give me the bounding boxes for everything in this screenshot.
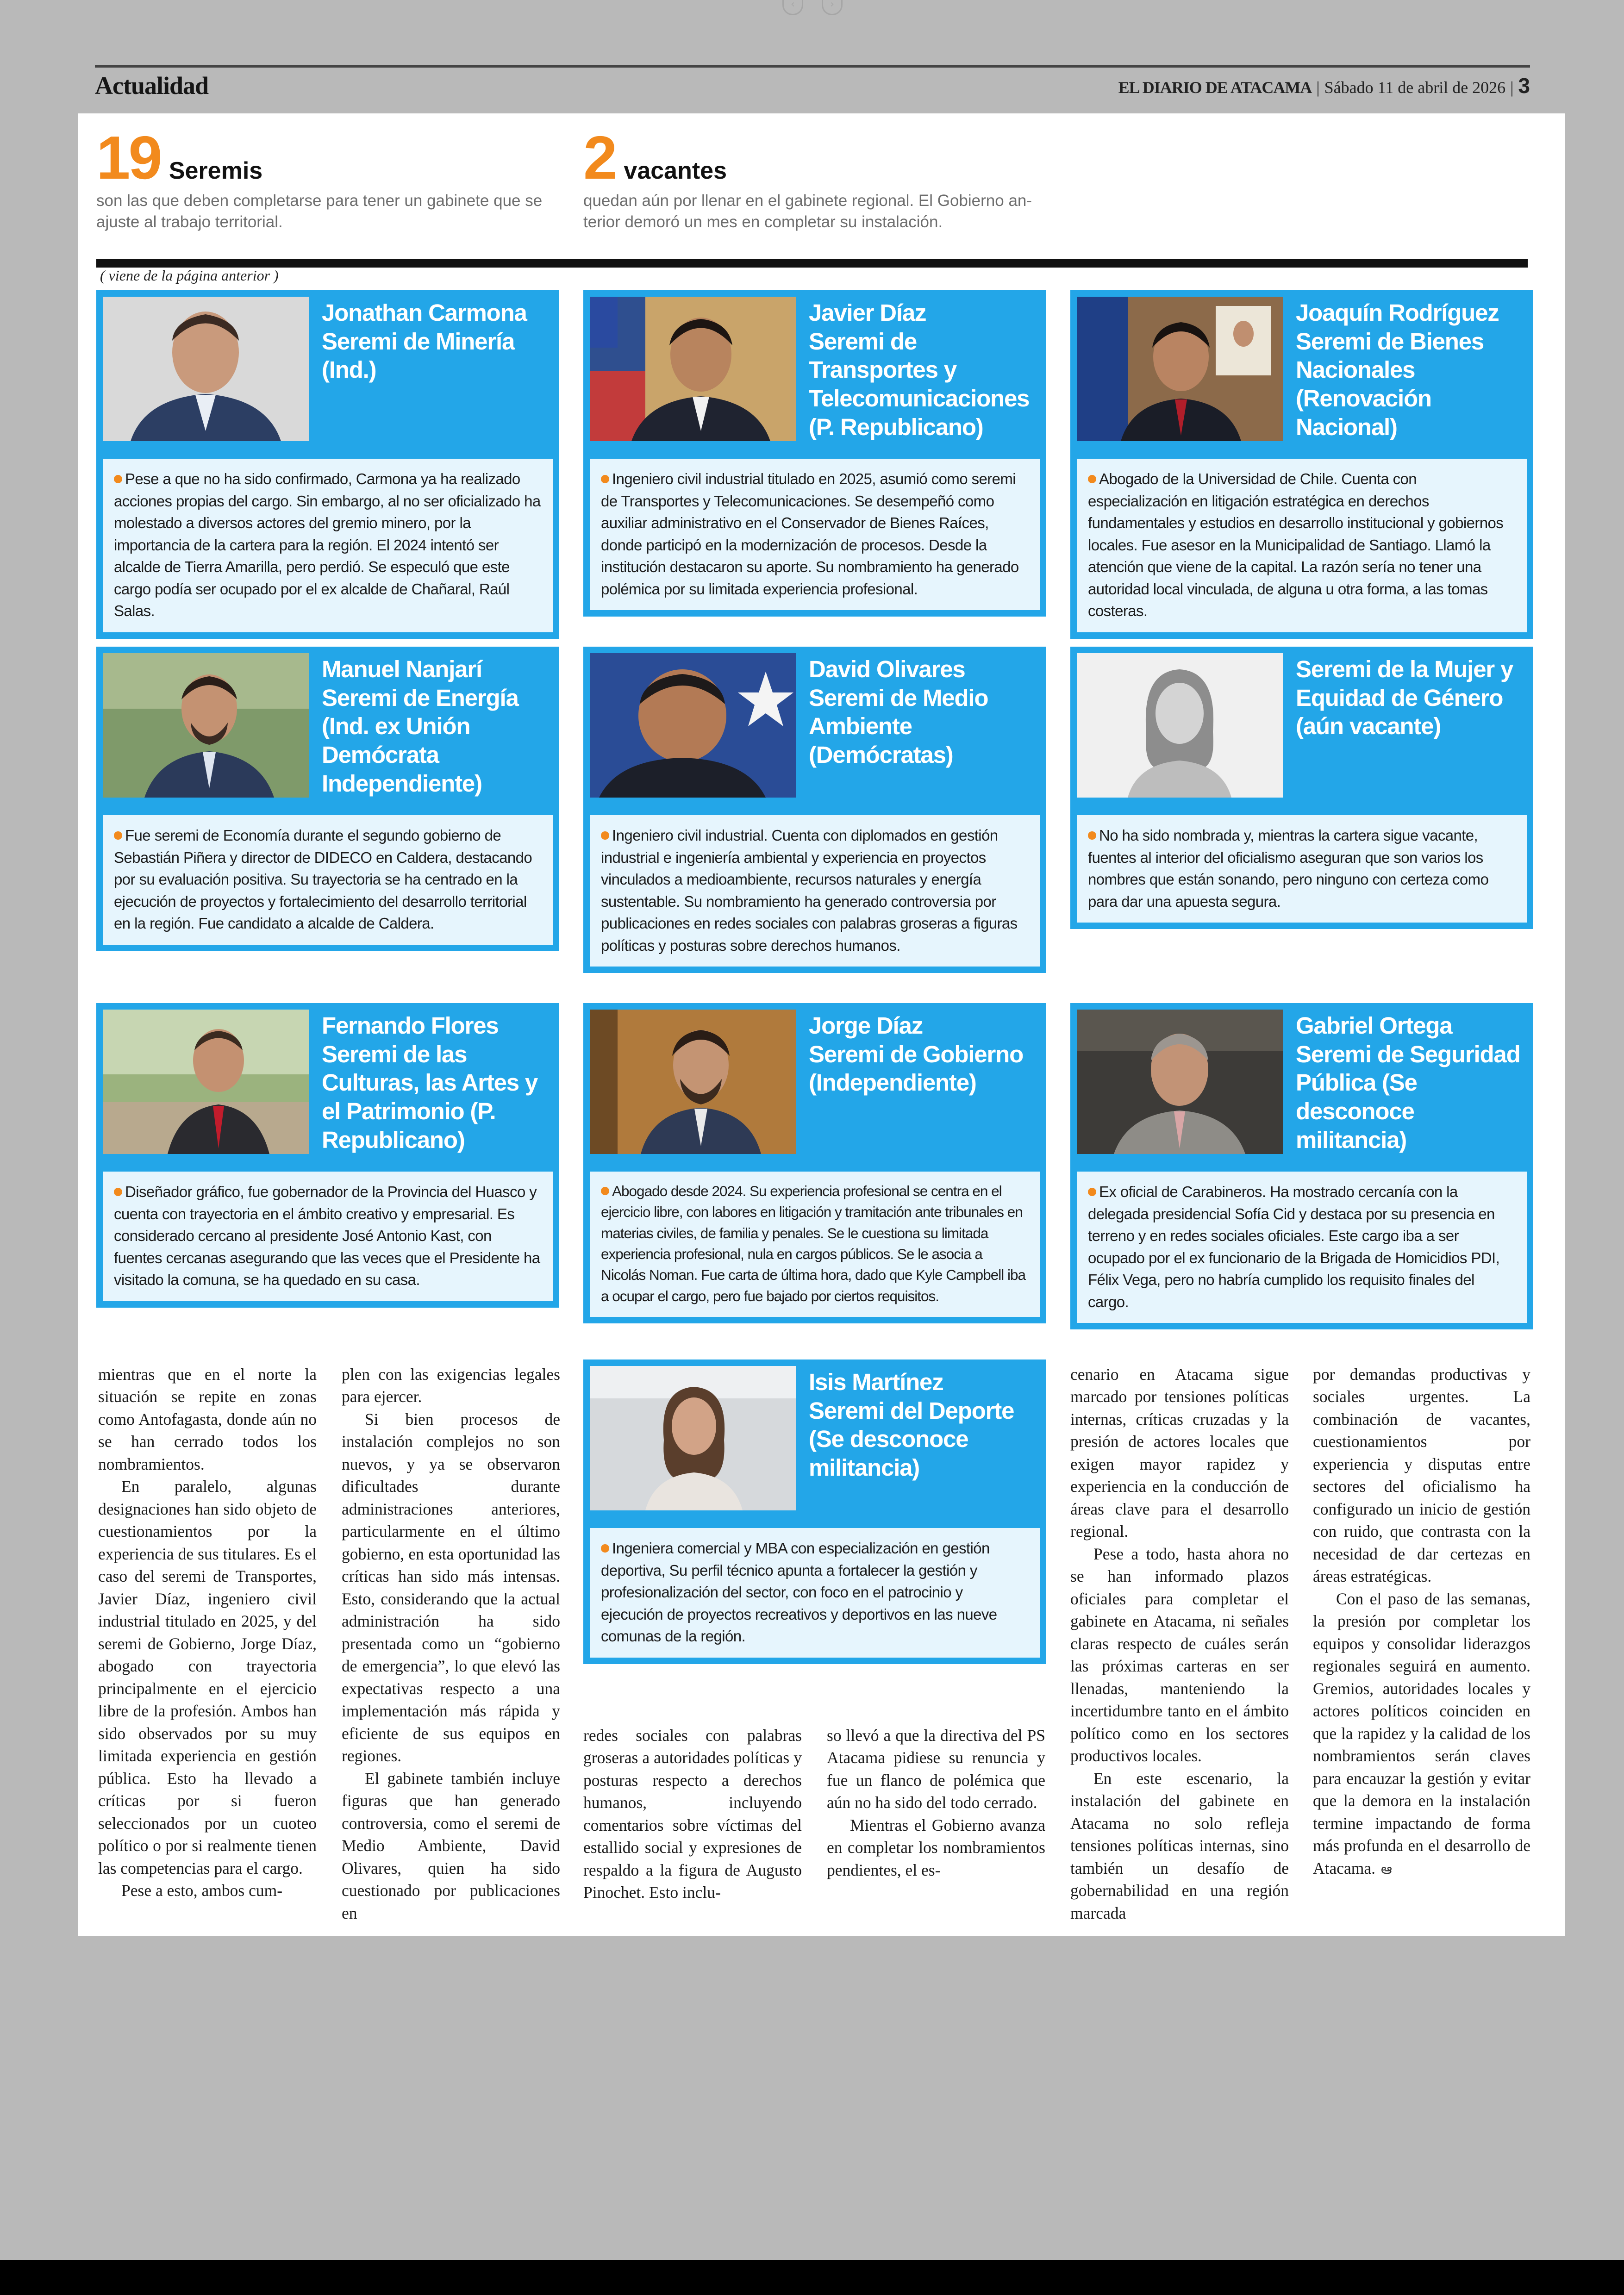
profile-text: Ingeniero civil industrial. Cuenta con diplomados en gestión industrial e ingeniería ambiental y experiencia en proyectos vinculados a medioambiente, recursos naturales y energía sustentable. Su nombramiento ha generado controversia por publicaciones en redes sociales con palabras groseras a figuras políticas y posturas sobre derechos humanos. [590, 815, 1040, 967]
bullet-icon [601, 1187, 609, 1195]
profile-text: Ingeniera comercial y MBA con especialización en gestión deportiva, Su perfil técnico apunta a fortalecer la gestión y profesionalización del sector, con foco en el patrocinio y ejecución de proyectos recreativos y deportivos en las nueve comunas de la región. [590, 1528, 1040, 1658]
article-column: cenario en Atacama sigue marcado por tensiones políticas internas, críticas cruzadas y la presión de actores locales que exigen mayor rapidez y experiencia en la conducción de áreas clave para el desarrollo regional. Pese a todo, hasta ahora no se han informado plazos oficiales para completar el gabinete en Atacama, ni señales claras respecto de cuáles serán las próximas carteras en ser llenadas, manteniendo la incertidumbre tanto en el ámbito político como en los sectores productivos locales. En este escenario, la instalación del gabinete en Atacama no solo refleja tensiones políticas internas, sino también un desafío de gobernabilidad en una región marcada [1070, 1365, 1289, 1922]
bullet-icon [1088, 475, 1096, 483]
profile-text: Ex oficial de Carabineros. Ha mostrado cercanía con la delegada presidencial Sofía Cid y destaca por su presencia en terreno y en redes sociales oficiales. Este cargo iba a ser ocupado por el ex funcionario de la Brigada de Homicidios PDI, Félix Vega, pero no habría cumplido los requisito finales del cargo. [1077, 1172, 1527, 1323]
profile-text: Diseñador gráfico, fue gobernador de la Provincia del Huasco y cuenta con trayectoria en el ámbito creativo y empresarial. Es considerado cercano al presidente José Antonio Kast, con fuentes cercanas asegurando que las veces que el Presidente ha visitado la comuna, se ha quedado en su casa. [103, 1172, 553, 1301]
profile-title: Manuel Nanjarí Seremi de Energía (Ind. ex Unión Demócrata Independiente) [322, 656, 518, 797]
issue-date: Sábado 11 de abril de 2026 [1324, 78, 1506, 97]
section-label: Actualidad [95, 72, 209, 100]
stat-description: son las que deben completarse para tener un gabinete que se ajuste al trabajo territorial. [96, 192, 543, 231]
profile-card [96, 647, 559, 951]
profile-card [1070, 290, 1533, 639]
bullet-icon [114, 831, 122, 840]
profile-text: No ha sido nombrada y, mientras la cartera sigue vacante, fuentes al interior del oficialismo aseguran que son varios los nombres que están sonando, pero ninguno con certeza como para dar una apuesta segura. [1077, 815, 1527, 923]
placeholder-avatar-icon [1077, 653, 1283, 798]
profile-text: Ingeniero civil industrial titulado en 2025, asumió como seremi de Transportes y Telecomunicaciones. Se desempeñó como auxiliar administrativo en el Conservador de Bienes Raíces, donde participó en la modernización de procesos. Desde la institución destacaron su aporte. Su nombramiento ha generado polémica por su limitada experiencia profesional. [590, 459, 1040, 610]
continued-note: ( viene de la página anterior ) [100, 267, 279, 284]
profile-card [1070, 1003, 1533, 1329]
bullet-icon [601, 831, 609, 840]
profile-card [583, 1360, 1046, 1664]
profile-title: Gabriel Ortega Seremi de Seguridad Pública (Se desconoce militancia) [1296, 1012, 1520, 1153]
stat-description: quedan aún por llenar en el gabinete regional. El Gobierno an- terior demoró un mes en completar su instalación. [583, 192, 1032, 231]
page-nav [782, 0, 843, 14]
profile-text: Pese a que no ha sido confirmado, Carmona ya ha realizado acciones propias del cargo. Sin embargo, al no ser oficializado ha molestado a diversos actores del gremio minero, por la importancia de la cartera para la región. El 2024 intentó ser alcalde de Tierra Amarilla, pero perdió. Se especuló que este cargo podía ser ocupado por el ex alcalde de Chañaral, Raúl Salas. [103, 459, 553, 632]
article-column: redes sociales con palabras groseras a autoridades políticas y posturas respecto a derechos humanos, incluyendo comentarios sobre víctimas del estallido social y expresiones de respaldo a la figura de Augusto Pinochet. Esto inclu- [583, 1726, 802, 1902]
profile-photo [103, 1010, 309, 1154]
profile-title: Joaquín Rodríguez Seremi de Bienes Nacionales (Renovación Nacional) [1296, 299, 1499, 440]
viewer-bottom-bar [0, 2260, 1624, 2295]
masthead: EL DIARIO DE ATACAMA | Sábado 11 de abril de 2026 | 3 [1118, 74, 1530, 98]
profile-title: Isis Martínez Seremi del Deporte (Se desconoce militancia) [809, 1369, 1014, 1481]
profile-card [583, 647, 1046, 973]
profile-photo [103, 653, 309, 798]
bullet-icon [1088, 1188, 1096, 1196]
stat-unit: Seremis [169, 157, 263, 184]
page-number: 3 [1518, 74, 1530, 98]
newspaper-name: EL DIARIO DE ATACAMA [1118, 78, 1312, 97]
stat-number: 19 [96, 124, 161, 192]
page-header [95, 65, 1530, 114]
profile-card [583, 290, 1046, 617]
next-page-icon[interactable]: › [822, 0, 843, 15]
article-column: mientras que en el norte la situación se repite en zonas como Antofagasta, donde aún no se han cerrado todos los nombramientos. En paralelo, algunas designaciones han sido objeto de cuestionamientos por la experiencia de sus titulares. Es el caso del seremi de Transportes, Javier Díaz, ingeniero civil industrial titulado en 2025, y del seremi de Gobierno, Jorge Díaz, abogado con trayectoria principalmente en el ejercicio libre de la profesión. Ambos han sido observados por su muy limitada experiencia en gestión pública. Esto ha llevado a críticas por si fueron seleccionados por un cuoteo político o por si realmente tienen las competencias para el cargo. Pese a esto, ambos cum- [98, 1365, 317, 1900]
profile-card [1070, 647, 1533, 929]
profile-photo [590, 1366, 796, 1510]
bullet-icon [1088, 831, 1096, 840]
bullet-icon [601, 475, 609, 483]
profile-text: Fue seremi de Economía durante el segundo gobierno de Sebastián Piñera y director de DIDECO en Caldera, destacando por su evaluación positiva. Su trayectoria se ha centrado en la ejecución de proyectos y fortalecimiento del desarrollo territorial en la región. Fue candidato a alcalde de Caldera. [103, 815, 553, 945]
profile-title: Jorge Díaz Seremi de Gobierno (Independiente) [809, 1012, 1024, 1096]
profile-title: Jonathan Carmona Seremi de Minería (Ind.) [322, 299, 527, 383]
article-column: por demandas productivas y sociales urgentes. La combinación de vacantes, cuestionamientos por experiencia y disputas entre sectores del oficialismo ha configurado un inicio de gestión con ruido, que contrasta con la necesidad de dar certezas en áreas estratégicas. Con el paso de las semanas, la presión por completar los equipos y consolidar liderazgos regionales seguirá en aumento. Gremios, autoridades locales y actores políticos coinciden en que la rapidez y la calidad de los nombramientos serán claves para encauzar la gestión y evitar que la demora en la instalación termine impactando de forma más profunda en el desarrollo de Atacama. ఆ [1313, 1365, 1530, 1877]
profile-photo [590, 653, 796, 798]
profile-card [96, 1003, 559, 1308]
stat-seremis [96, 124, 568, 233]
article-column: plen con las exigencias legales para ejercer. Si bien procesos de instalación complejos no son nuevos, y ya se observaron dificultades durante administraciones anteriores, particularmente en el último gobierno, en esta oportunidad las críticas han sido más intensas. Esto, considerando que la actual administración ha sido presentada como un “gobierno de emergencia”, lo que elevó las expectativas respecto a una implementación más rápida y eficiente de sus equipos en regiones. El gabinete también incluye figuras que han generado controversia, como el seremi de Medio Ambiente, David Olivares, quien ha sido cuestionado por publicaciones en [342, 1365, 560, 1922]
prev-page-icon[interactable]: ‹ [782, 0, 803, 15]
stat-unit: vacantes [624, 157, 727, 184]
bullet-icon [601, 1544, 609, 1553]
stat-number: 2 [583, 124, 616, 192]
section-divider [96, 259, 1528, 268]
profile-title: Fernando Flores Seremi de las Culturas, las Artes y el Patrimonio (P. Republicano) [322, 1012, 538, 1153]
bullet-icon [114, 475, 122, 483]
profile-title: Seremi de la Mujer y Equidad de Género (aún vacante) [1296, 656, 1513, 740]
stat-vacantes [583, 124, 1056, 233]
profile-card [96, 290, 559, 639]
profile-photo [103, 297, 309, 441]
newspaper-page [78, 113, 1565, 1936]
profile-title: David Olivares Seremi de Medio Ambiente (Demócratas) [809, 656, 988, 768]
article-column: so llevó a que la directiva del PS Atacama pidiese su renuncia y fue un flanco de polémica que aún no ha sido del todo cerrado. Mientras el Gobierno avanza en completar los nombramientos pendientes, el es- [827, 1726, 1045, 1879]
profile-card [583, 1003, 1046, 1323]
bullet-icon [114, 1188, 122, 1196]
end-of-article-icon: ఆ [1381, 1861, 1392, 1877]
profile-photo [590, 297, 796, 441]
profile-text: Abogado desde 2024. Su experiencia profesional se centra en el ejercicio libre, con labores en litigación y tramitación ante tribunales en materias civiles, de familia y penales. Se le cuestiona su limitada experiencia profesional, nula en cargos públicos. Se le asocia a Nicolás Noman. Fue carta de última hora, dado que Kyle Campbell iba a ocupar el cargo, pero fue bajado por ciertos requisitos. [590, 1172, 1040, 1317]
profile-photo [1077, 297, 1283, 441]
profile-photo [1077, 1010, 1283, 1154]
profile-text: Abogado de la Universidad de Chile. Cuenta con especialización en litigación estratégica en derechos fundamentales y estudios en desarrollo institucional y gobiernos locales. Fue asesor en la Municipalidad de Santiago. Llamó la atención que viene de la capital. La razón sería no tener una autoridad local vinculada, de alguna u otra forma, a las tomas costeras. [1077, 459, 1527, 632]
profile-photo [590, 1010, 796, 1154]
profile-title: Javier Díaz Seremi de Transportes y Telecomunicaciones (P. Republicano) [809, 299, 1030, 440]
